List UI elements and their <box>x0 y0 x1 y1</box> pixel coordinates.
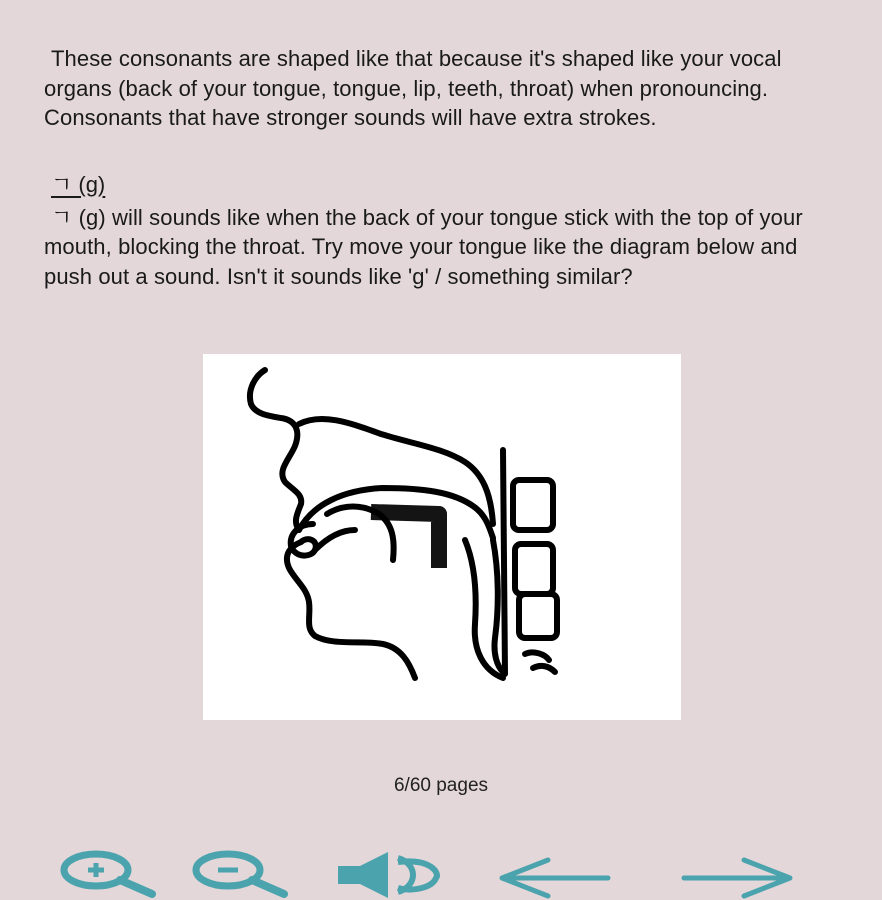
previous-page-button[interactable] <box>494 848 612 900</box>
zoom-out-button[interactable] <box>190 848 290 900</box>
vocal-tract-diagram <box>203 354 681 720</box>
zoom-in-icon <box>58 848 158 900</box>
speaker-button[interactable] <box>334 848 440 900</box>
next-page-button[interactable] <box>680 848 798 900</box>
section-heading-text: ㄱ (g) <box>51 171 106 197</box>
page-indicator: 6/60 pages <box>393 775 489 796</box>
section-heading <box>44 170 844 199</box>
speaker-icon <box>334 848 440 900</box>
lesson-content <box>44 44 844 291</box>
arrow-left-icon <box>494 848 612 900</box>
section-body: ㄱ (g) will sounds like when the back of your tongue stick with the top of your mouth, blocking the throat. Try move your tongue like the diagram below and push out a sound. Isn't it sounds like 'g' / something similar? <box>44 204 803 289</box>
intro-paragraph: These consonants are shaped like that because it's shaped like your vocal organs (back of your tongue, tongue, lip, teeth, throat) when pronouncing. Consonants that have stronger sounds will have extra strokes. <box>44 46 782 130</box>
arrow-right-icon <box>680 848 798 900</box>
bottom-toolbar <box>0 848 882 900</box>
zoom-in-button[interactable] <box>58 848 158 900</box>
zoom-out-icon <box>190 848 290 900</box>
